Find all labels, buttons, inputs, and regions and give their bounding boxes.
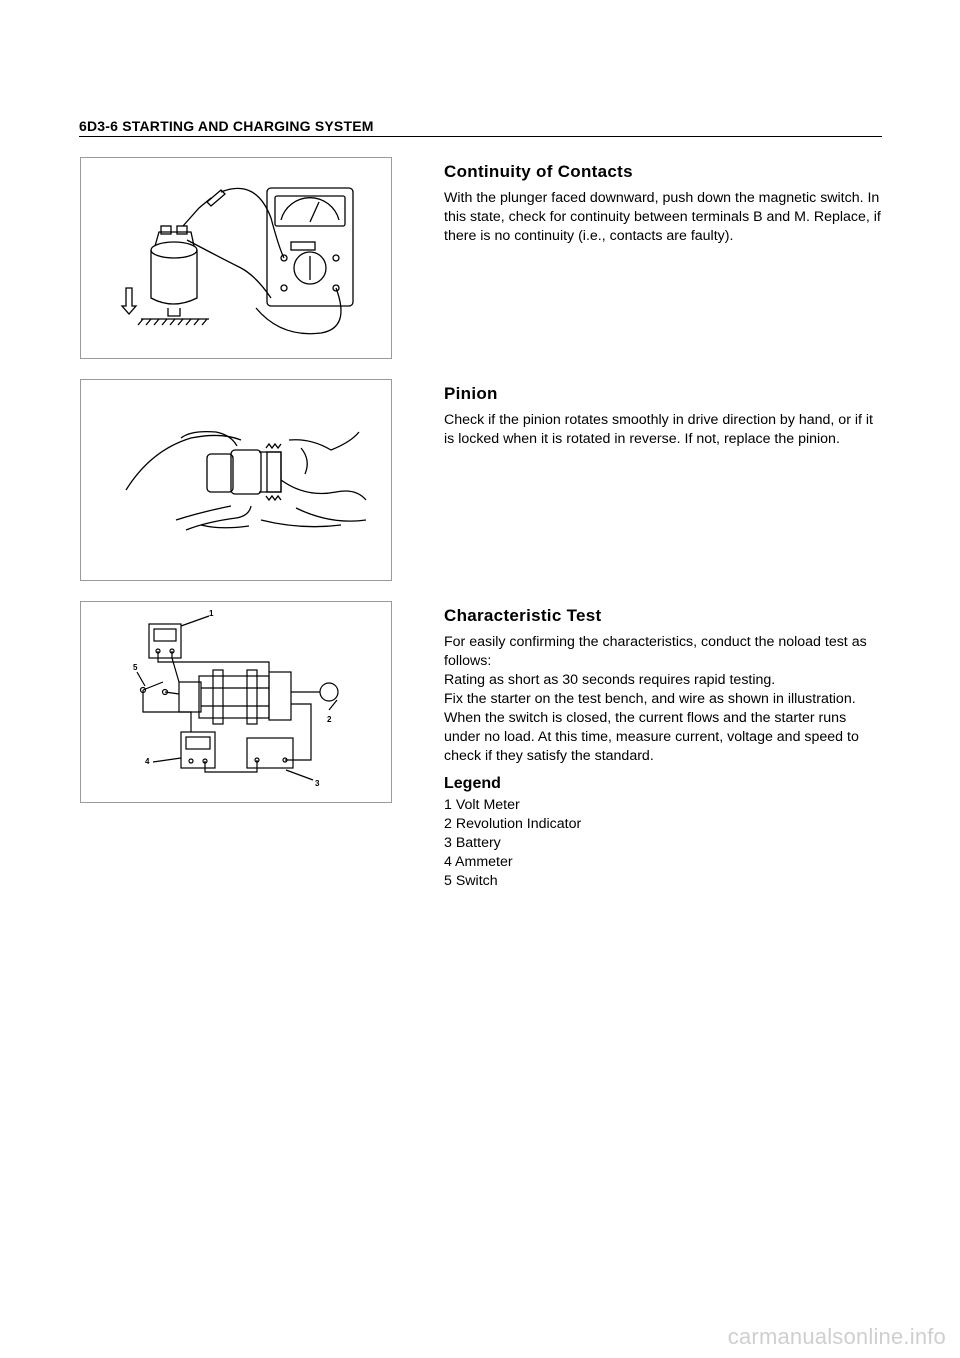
legend-title: Legend	[444, 775, 501, 792]
callout-3: 3	[315, 779, 320, 788]
no-load-test-wiring-diagram	[81, 602, 391, 802]
section-title: Continuity of Contacts	[444, 162, 633, 181]
watermark: carmanualsonline.info	[727, 1324, 946, 1349]
legend-list	[444, 796, 884, 891]
legend-item: 2 Revolution Indicator	[444, 816, 582, 832]
section-paragraph: Rating as short as 30 seconds requires rapid testing.	[444, 672, 776, 688]
section-paragraph: Check if the pinion rotates smoothly in drive direction by hand, or if it is locked when it is rotated in reverse. If not, replace the pinion.	[444, 412, 873, 447]
legend-item: 1 Volt Meter	[444, 797, 520, 813]
section-paragraph: With the plunger faced downward, push down the magnetic switch. In this state, check for continuity between terminals B and M. Replace, if there is no continuity (i.e., contacts are faulty).	[444, 190, 881, 244]
figure-characteristic-test	[80, 601, 392, 803]
magnetic-switch-multimeter-illustration	[81, 158, 391, 358]
legend-item: 4 Ammeter	[444, 854, 513, 870]
pinion-hand-check-illustration	[81, 380, 391, 580]
section-paragraph: Fix the starter on the test bench, and wire as shown in illustration. When the switch is closed, the current flows and the starter runs under no load. At this time, measure current, voltage and speed to check if they satisfy the standard.	[444, 691, 859, 764]
callout-2: 2	[327, 715, 332, 724]
section-characteristic-test	[444, 606, 884, 891]
callout-5: 5	[133, 663, 138, 672]
section-title: Pinion	[444, 384, 498, 403]
section-continuity-of-contacts	[444, 162, 884, 246]
callout-4: 4	[145, 757, 150, 766]
figure-pinion-check	[80, 379, 392, 581]
page-header: 6D3-6 STARTING AND CHARGING SYSTEM	[79, 118, 882, 137]
legend-item: 5 Switch	[444, 873, 498, 889]
callout-1: 1	[209, 609, 214, 618]
legend-item: 3 Battery	[444, 835, 501, 851]
section-title: Characteristic Test	[444, 606, 602, 625]
section-pinion	[444, 384, 884, 449]
figure-continuity-test	[80, 157, 392, 359]
section-paragraph: For easily confirming the characteristics, conduct the noload test as follows:	[444, 634, 867, 669]
